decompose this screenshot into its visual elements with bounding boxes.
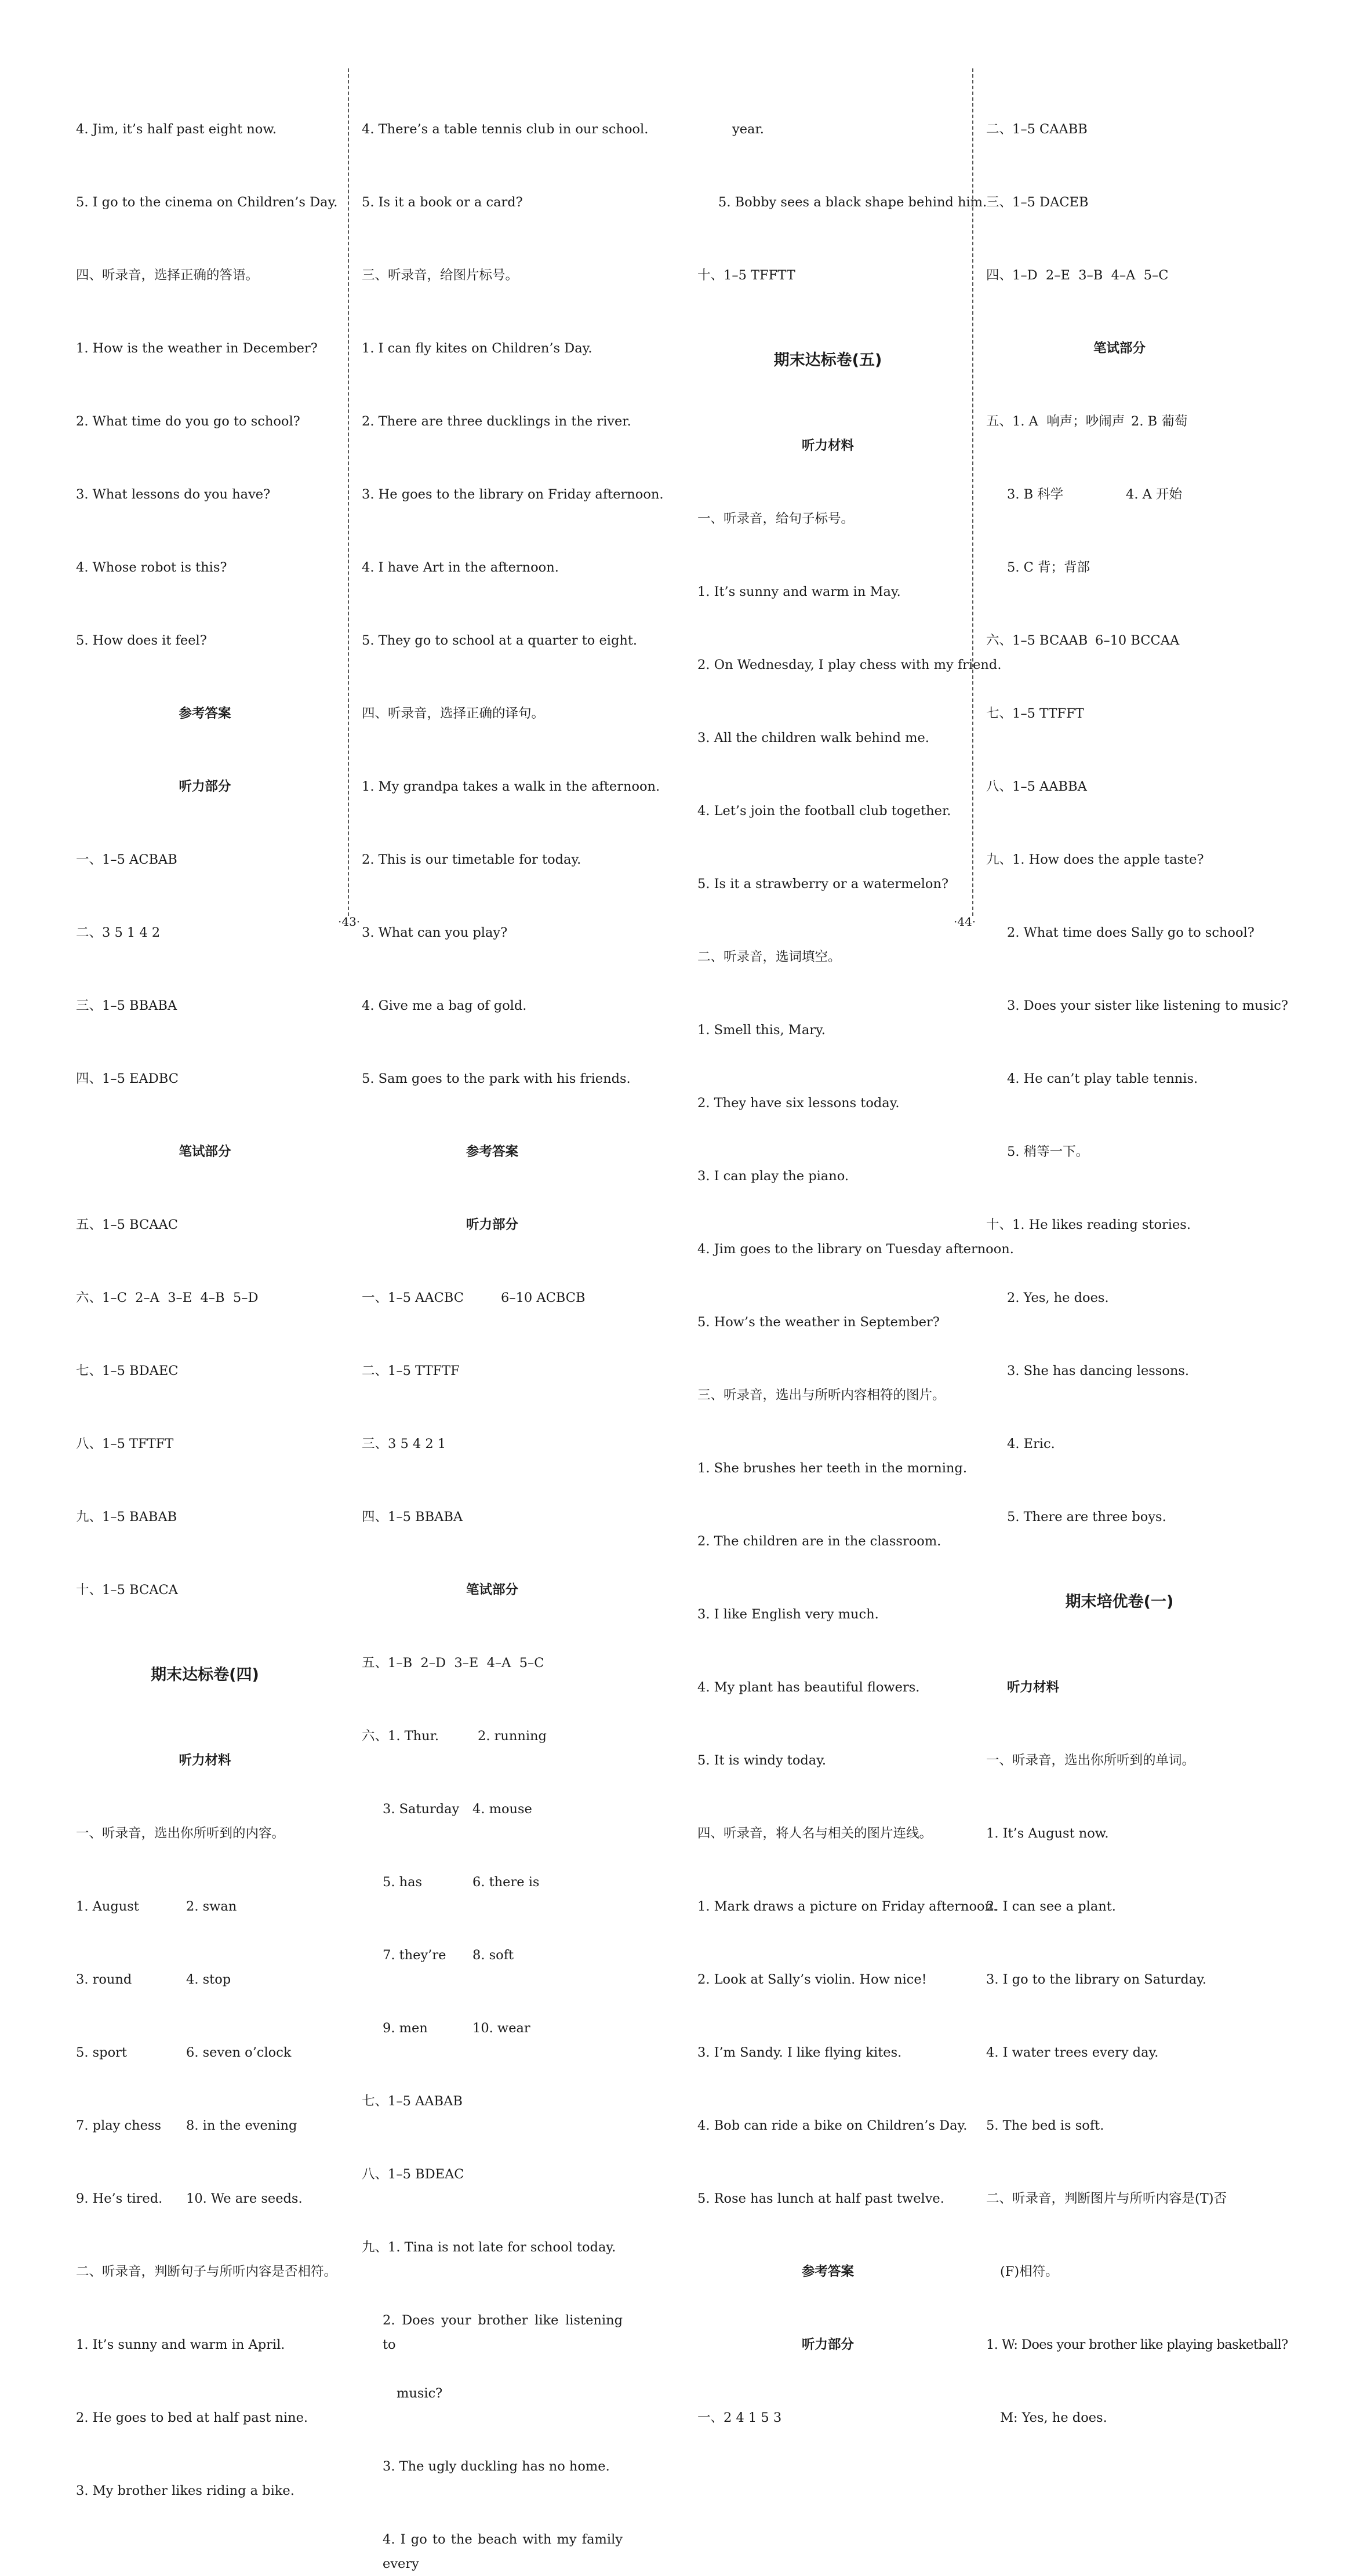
answer-part: 2. B 葡萄	[1131, 414, 1188, 429]
answer-line	[362, 1286, 623, 1310]
text-line: 4. I go to the beach with my family every	[383, 2532, 623, 2571]
answer-line: 八、1–5 TFTFT	[76, 1436, 174, 1451]
answer-line: 六、1–C 2–A 3–E 4–B 5–D	[76, 1290, 259, 1305]
section-label: 五、	[986, 414, 1013, 429]
answer-line: 四、1–5 EADBC	[76, 1071, 179, 1086]
written-heading: 笔试部分	[466, 1582, 518, 1598]
text-line: 5. Bobby sees a black shape behind him.	[718, 195, 987, 210]
answer-line: 5. C 背；背部	[1007, 560, 1090, 575]
word-item: 1. August	[76, 1899, 139, 1914]
answer-line	[986, 409, 1253, 434]
text-line: 4. Jim goes to the library on Tuesday afternoon.	[697, 1242, 1014, 1257]
section-heading: 三、听录音，选出与所听内容相符的图片。	[697, 1388, 946, 1403]
materials-heading: 听力材料	[801, 438, 854, 453]
word-pair	[76, 2040, 334, 2065]
text-line: year.	[732, 122, 764, 137]
answer-line: 十、1–5 BCACA	[76, 1582, 178, 1598]
written-heading: 笔试部分	[1093, 341, 1146, 356]
text-line: 3. I go to the library on Saturday.	[986, 1972, 1207, 1987]
section-label: 六、	[362, 1729, 388, 1744]
exam-title: 期末培优卷(一)	[1065, 1593, 1174, 1611]
answer-line: 四、1–5 BBABA	[362, 1509, 463, 1525]
answer-part: 6–10 ACBCB	[501, 1290, 586, 1305]
text-line: 5. How does it feel?	[76, 633, 207, 648]
text-line: 2. What time do you go to school?	[76, 414, 300, 429]
section-heading: 一、听录音，选出你所听到的单词。	[986, 1753, 1195, 1768]
answer-line: 5. There are three boys.	[1007, 1509, 1166, 1525]
answer-part: 六、1–5 BCAAB	[986, 633, 1088, 648]
text-line: 3. All the children walk behind me.	[697, 730, 929, 745]
text-line: 3. I like English very much.	[697, 1607, 879, 1622]
answer-part: 6–10 BCCAA	[1095, 633, 1180, 648]
word-pair	[76, 1967, 334, 1992]
word-pair	[76, 2113, 334, 2138]
word-item: 4. mouse	[472, 1802, 532, 1817]
section-heading: 一、听录音，给句子标号。	[697, 511, 855, 526]
text-line: 2. They have six lessons today.	[697, 1096, 900, 1111]
page-number-left: ·43·	[338, 915, 361, 929]
word-item: 7. play chess	[76, 2118, 161, 2133]
column-divider	[972, 68, 973, 916]
answer-part: 4. A 开始	[1126, 487, 1183, 502]
materials-heading: 听力材料	[1007, 1680, 1060, 1695]
word-item: 2. swan	[186, 1899, 237, 1914]
dialog-line: 1. W: Does your brother like playing basketball?	[986, 2337, 1288, 2352]
word-item: 3. Saturday	[383, 1802, 460, 1817]
answer-line	[986, 628, 1253, 653]
text-line: 3. The ugly duckling has no home.	[383, 2459, 610, 2474]
text-line: 2. On Wednesday, I play chess with my friend.	[697, 657, 1002, 672]
text-line: 1. How is the weather in December?	[76, 341, 318, 356]
answer-line: 十、1. He likes reading stories.	[986, 1217, 1191, 1232]
text-line: 3. What can you play?	[362, 925, 508, 940]
word-item: 9. men	[383, 2021, 428, 2036]
column-divider	[348, 68, 349, 916]
word-item: 1. Thur.	[388, 1729, 439, 1744]
word-item: 3. round	[76, 1972, 132, 1987]
word-item: 4. stop	[186, 1972, 231, 1987]
word-item: 8. soft	[472, 1948, 514, 1963]
word-item: 6. there is	[472, 1875, 540, 1890]
materials-heading: 听力材料	[179, 1753, 231, 1768]
exam-title: 期末达标卷(五)	[773, 351, 882, 369]
answer-line: 九、1–5 BABAB	[76, 1509, 177, 1525]
word-item: 7. they’re	[383, 1948, 446, 1963]
text-line: 2. I can see a plant.	[986, 1899, 1116, 1914]
text-line: 3. He goes to the library on Friday afternoon.	[362, 487, 664, 502]
answer-line	[986, 482, 1253, 507]
word-item: 6. seven o’clock	[186, 2045, 292, 2060]
text-line: music?	[397, 2386, 443, 2401]
answer-line: 八、1–5 AABBA	[986, 779, 1087, 794]
text-line: 4. Give me a bag of gold.	[362, 998, 527, 1013]
listening-heading: 听力部分	[466, 1217, 518, 1232]
text-line: 4. Jim, it’s half past eight now.	[76, 122, 277, 137]
word-pair	[362, 1943, 623, 1967]
answer-line: 七、1–5 BDAEC	[76, 1363, 179, 1378]
text-line: 5. Is it a book or a card?	[362, 195, 523, 210]
exam-title: 期末达标卷(四)	[151, 1666, 259, 1684]
text-line: 2. The children are in the classroom.	[697, 1534, 941, 1549]
text-line: 1. She brushes her teeth in the morning.	[697, 1461, 967, 1476]
word-pair	[362, 1724, 623, 1748]
answer-line: 2. Yes, he does.	[1007, 1290, 1109, 1305]
answer-line: 一、2 4 1 5 3	[697, 2410, 782, 2425]
word-pair	[362, 2016, 623, 2040]
section-heading: 二、听录音，选词填空。	[697, 949, 841, 965]
text-line: (F)相符。	[1000, 2264, 1059, 2279]
text-line: 2. There are three ducklings in the river.	[362, 414, 631, 429]
column-4	[986, 68, 1288, 2454]
answer-line: 七、1–5 TTFFT	[986, 706, 1084, 721]
text-line: 1. It’s August now.	[986, 1826, 1109, 1841]
answer-part: 1. A 响声；吵闹声	[1012, 414, 1125, 429]
section-heading: 四、听录音，选择正确的译句。	[362, 706, 545, 721]
text-line: 5. I go to the cinema on Children’s Day.	[76, 195, 338, 210]
text-line: 2. This is our timetable for today.	[362, 852, 581, 867]
word-item: 9. He’s tired.	[76, 2191, 163, 2206]
section-heading: 四、听录音，将人名与相关的图片连线。	[697, 1826, 933, 1841]
answer-heading: 参考答案	[179, 706, 231, 721]
text-line: 5. Sam goes to the park with his friends.	[362, 1071, 631, 1086]
text-line: 4. Bob can ride a bike on Children’s Day.	[697, 2118, 968, 2133]
word-pair	[76, 1894, 334, 1919]
section-heading: 二、听录音，判断图片与所听内容是(T)否	[986, 2191, 1227, 2206]
answer-heading: 参考答案	[801, 2264, 854, 2279]
answer-line: 四、1–D 2–E 3–B 4–A 5–C	[986, 268, 1169, 283]
answer-line: 十、1–5 TFFTT	[697, 268, 795, 283]
answer-line: 3. She has dancing lessons.	[1007, 1363, 1190, 1378]
answer-line: 九、1. How does the apple taste?	[986, 852, 1204, 867]
text-line: 1. It’s sunny and warm in April.	[76, 2337, 285, 2352]
text-line: 5. The bed is soft.	[986, 2118, 1104, 2133]
text-line: 1. Smell this, Mary.	[697, 1023, 826, 1038]
text-line: 4. I have Art in the afternoon.	[362, 560, 559, 575]
word-item: 10. wear	[472, 2021, 530, 2036]
written-heading: 笔试部分	[179, 1144, 231, 1159]
word-item: 8. in the evening	[186, 2118, 297, 2133]
word-pair	[76, 2186, 334, 2211]
answer-line: 4. Eric.	[1007, 1436, 1055, 1451]
answer-line: 七、1–5 AABAB	[362, 2094, 463, 2109]
text-line: 1. Mark draws a picture on Friday afternoon.	[697, 1899, 998, 1914]
text-line: 2. Look at Sally’s violin. How nice!	[697, 1972, 927, 1987]
text-line: 4. There’s a table tennis club in our school.	[362, 122, 649, 137]
listening-heading: 听力部分	[801, 2337, 854, 2352]
word-item: 10. We are seeds.	[186, 2191, 303, 2206]
answer-line: 八、1–5 BDEAC	[362, 2167, 464, 2182]
column-1	[76, 68, 338, 2527]
answer-line: 二、3 5 1 4 2	[76, 925, 161, 940]
text-line: 5. How’s the weather in September?	[697, 1315, 940, 1330]
answer-heading: 参考答案	[466, 1144, 518, 1159]
answer-line: 一、1–5 ACBAB	[76, 852, 177, 867]
text-line: 1. I can fly kites on Children’s Day.	[362, 341, 592, 356]
text-line: 5. It is windy today.	[697, 1753, 827, 1768]
answer-part: 3. B 科学	[1007, 487, 1064, 502]
answer-line: 五、1–5 BCAAC	[76, 1217, 178, 1232]
answer-line: 4. He can’t play table tennis.	[1007, 1071, 1198, 1086]
text-line: 4. Let’s join the football club together.	[697, 803, 951, 818]
listening-heading: 听力部分	[179, 779, 231, 794]
answer-line: 3. Does your sister like listening to music?	[1007, 998, 1288, 1013]
answer-line: 三、3 5 4 2 1	[362, 1436, 446, 1451]
answer-line: 三、1–5 BBABA	[76, 998, 177, 1013]
column-2	[362, 68, 664, 2576]
word-pair	[362, 1870, 623, 1894]
answer-line: 二、1–5 CAABB	[986, 122, 1088, 137]
text-line: 3. I can play the piano.	[697, 1169, 849, 1184]
answer-part: 一、1–5 AACBC	[362, 1290, 464, 1305]
section-heading: 四、听录音，选择正确的答语。	[76, 268, 259, 283]
text-line: 4. I water trees every day.	[986, 2045, 1159, 2060]
section-heading: 二、听录音，判断句子与所听内容是否相符。	[76, 2264, 337, 2279]
text-line: 4. My plant has beautiful flowers.	[697, 1680, 920, 1695]
word-item: 2. running	[478, 1729, 547, 1744]
word-item: 5. has	[383, 1875, 423, 1890]
text-line: 4. Whose robot is this?	[76, 560, 227, 575]
word-item: 5. sport	[76, 2045, 127, 2060]
answer-line: 2. What time does Sally go to school?	[1007, 925, 1255, 940]
text-line: 九、1. Tina is not late for school today.	[362, 2240, 616, 2255]
text-line: 3. I’m Sandy. I like flying kites.	[697, 2045, 902, 2060]
answer-line: 三、1–5 DACEB	[986, 195, 1089, 210]
text-line: 5. They go to school at a quarter to eight.	[362, 633, 638, 648]
answer-line: 二、1–5 TTFTF	[362, 1363, 460, 1378]
answer-line: 5. 稍等一下。	[1007, 1144, 1089, 1159]
text-line: 3. My brother likes riding a bike.	[76, 2483, 295, 2498]
text-line: 2. He goes to bed at half past nine.	[76, 2410, 308, 2425]
section-heading: 一、听录音，选出你所听到的内容。	[76, 1826, 285, 1841]
word-pair	[362, 1797, 623, 1821]
section-heading: 三、听录音，给图片标号。	[362, 268, 519, 283]
text-line: 5. Rose has lunch at half past twelve.	[697, 2191, 944, 2206]
text-line: 5. Is it a strawberry or a watermelon?	[697, 876, 949, 892]
text-line: 3. What lessons do you have?	[76, 487, 271, 502]
page-number-right: ·44·	[954, 915, 976, 929]
text-line: 1. It’s sunny and warm in May.	[697, 584, 901, 599]
dialog-line: M: Yes, he does.	[1000, 2410, 1107, 2425]
text-line: 1. My grandpa takes a walk in the afternoon.	[362, 779, 660, 794]
answer-line: 五、1–B 2–D 3–E 4–A 5–C	[362, 1656, 544, 1671]
text-line: 2. Does your brother like listening to	[383, 2313, 623, 2352]
